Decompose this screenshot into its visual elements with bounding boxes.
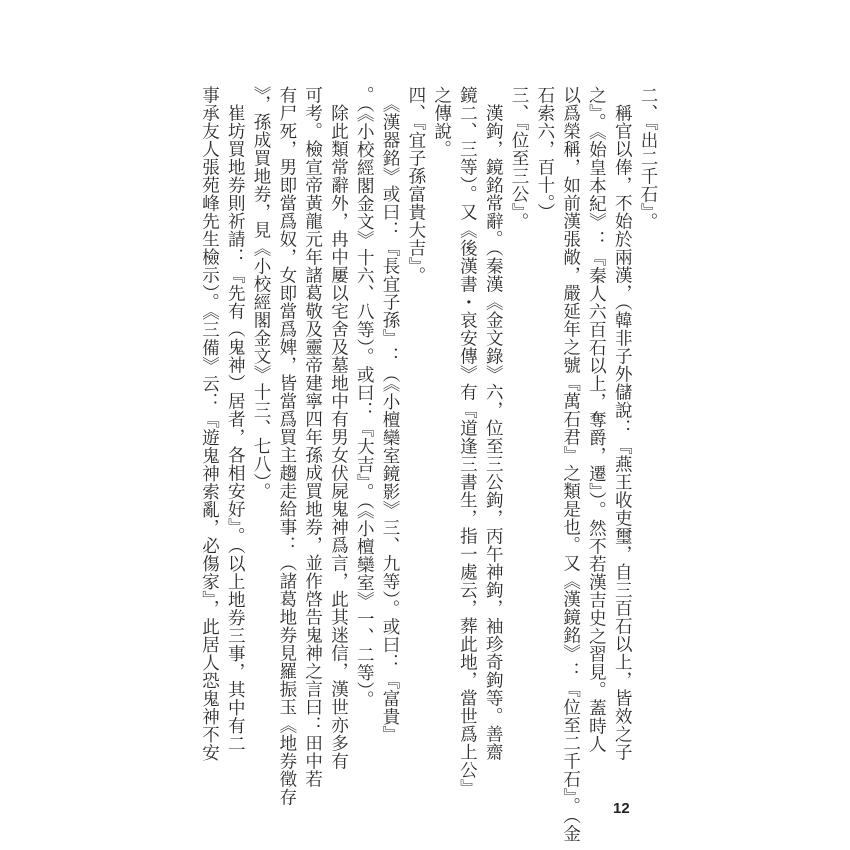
text-column: 可考。檢宣帝黃龍元年諸葛敬及靈帝建寧四年孫成買地券，並作啓告鬼神之言曰：田中若 (302, 86, 323, 788)
text-column: 事承友人張苑峰先生檢示）。《三備》云：『遊鬼神索亂，必傷家』，此居人恐鬼神不安 (199, 86, 220, 762)
text-column: 石索六，百十。） (534, 86, 555, 222)
text-column: 漢鉤，鏡銘常辭。（秦漢《金文錄》六，位至三公鉤，丙午神鉤，袖珍奇鉤等。善齋 (483, 86, 504, 762)
text-column: 》，孫成買地券，見《小校經閣金文》十三、七八）。 (251, 86, 272, 501)
text-column: 《漢器銘》或曰：『長宜子孫』：（《小檀欒室鏡影》三、九等）。或曰：『富貴』 (380, 86, 401, 744)
text-column: 四、『宜子孫富貴大吉』。 (405, 86, 426, 285)
text-column: 鏡二、三等）。又《後漢書・哀安傳》有『道逢三書生，指一處云，葬此地，當世爲上公』 (457, 86, 478, 798)
text-column: 崔坊買地券則祈請：『先有（鬼神）居者，各相安好』。（以上地券三事，其中有二 (225, 86, 246, 753)
text-column: 二、『出二千石』。 (638, 86, 658, 231)
text-column: 除此類常辭外，冉中屢以宅舍及墓地中有男女伏屍鬼神爲言，此其迷信，漢世亦多有 (328, 86, 349, 770)
page-number: 12 (613, 800, 630, 817)
text-column: 以爲榮稱，如前漢張敞，嚴延年之號『萬石君』之類是也。又《漢鏡銘》：『位至二千石』。（金 (560, 86, 581, 843)
text-column: 有尸死，男即當爲奴，女即當爲婢，皆當爲買主趨走給事：（諸葛地券見羅振玉《地券徵存 (276, 86, 297, 806)
text-column: 之傳說。 (431, 86, 452, 158)
text-column: 之』。《始皇本紀》：『秦人六百石以上，奪爵，遷』）。然不若漢吉史之習見。蓋時人 (586, 86, 607, 753)
text-column: 三、『位至三公』。 (509, 86, 530, 231)
text-column: 稱官以俸，不始於兩漢，（韓非子外儲說：『燕王收吏璽，自三百石以上，皆效之子 (612, 86, 633, 762)
text-column: 。（《小校經閣金文》十六、八等）。或曰：『大吉』。（《小檀欒室》一、二等）。 (354, 86, 375, 709)
